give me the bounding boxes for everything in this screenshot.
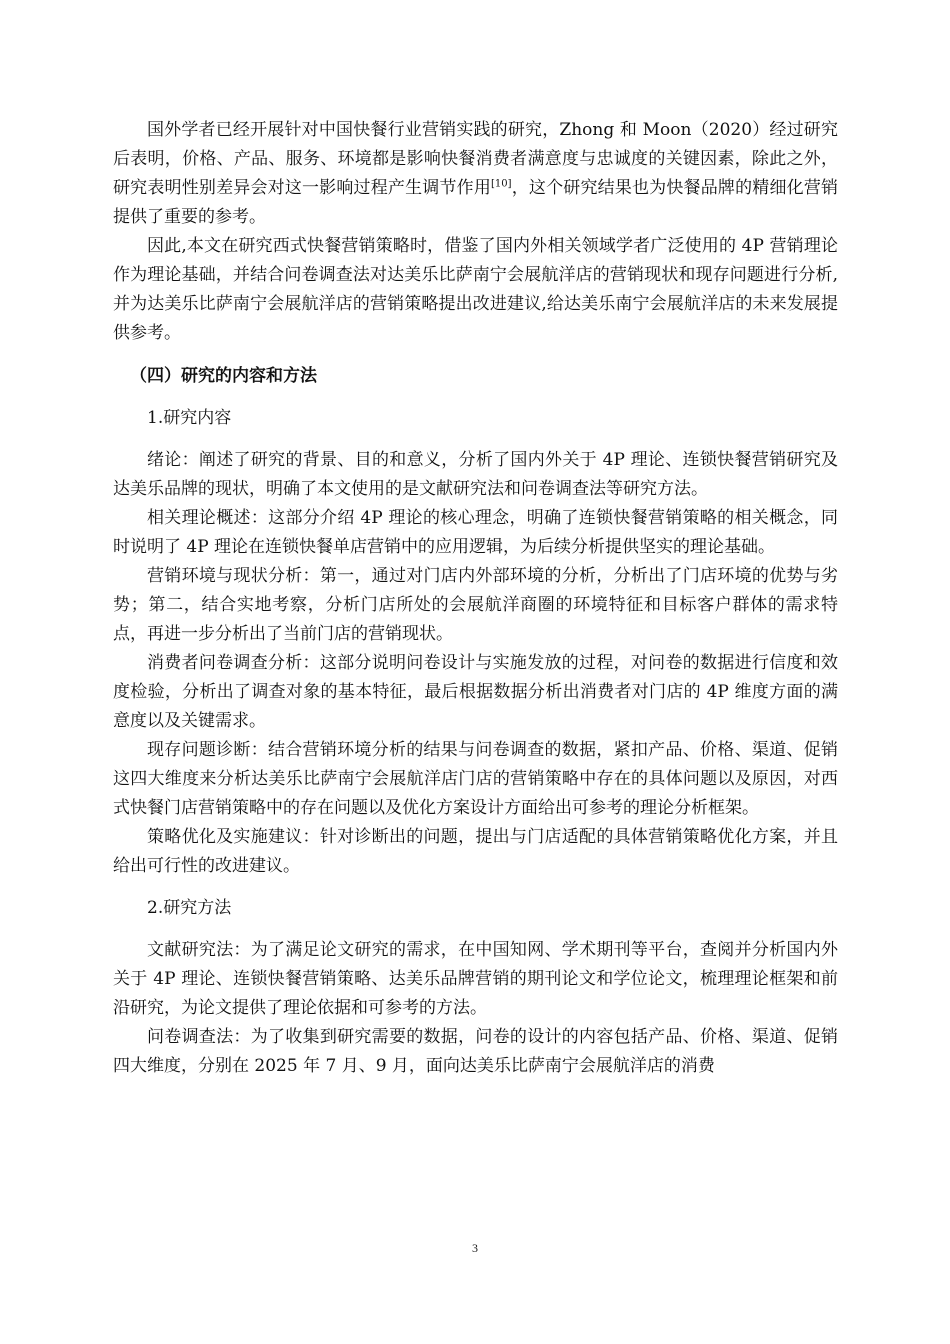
page-number: 3: [472, 1241, 478, 1255]
page-content: [113, 116, 838, 1081]
section-heading: （四）研究的内容和方法: [130, 366, 317, 386]
subsection-heading-content: 1.研究内容: [147, 408, 232, 428]
subsection-heading-methods: 2.研究方法: [147, 898, 232, 918]
citation-marker: [10]: [491, 178, 512, 190]
paragraph-problem-diagnosis: 现存问题诊断：结合营销环境分析的结果与问卷调查的数据，紧扣产品、价格、渠道、促销这四大维度来分析达美乐比萨南宁会展航洋店门店的营销策略中存在的具体问题以及原因，对西式快餐门店营销策略中的存在问题以及优化方案设计方面给出可参考的理论分析框架。: [113, 740, 838, 818]
paragraph-questionnaire-method: 问卷调查法：为了收集到研究需要的数据，问卷的设计的内容包括产品、价格、渠道、促销四大维度，分别在 2025 年 7 月、9 月，面向达美乐比萨南宁会展航洋店的消费: [113, 1027, 838, 1076]
paragraph-theory-overview: 相关理论概述：这部分介绍 4P 理论的核心理念，明确了连锁快餐营销策略的相关概念，同时说明了 4P 理论在连锁快餐单店营销中的应用逻辑，为后续分析提供坚实的理论基础。: [113, 508, 838, 557]
paragraph-text: 国外学者已经开展针对中国快餐行业营销实践的研究，Zhong 和 Moon（2020）经过研究后表明，价格、产品、服务、环境都是影响快餐消费者满意度与忠诚度的关键因素，除此之外，研究表明性别差异会对这一影响过程产生调节作用: [113, 120, 838, 198]
paragraph-research-basis: 因此,本文在研究西式快餐营销策略时，借鉴了国内外相关领域学者广泛使用的 4P 营销理论作为理论基础，并结合问卷调查法对达美乐比萨南宁会展航洋店的营销现状和现存问题进行分析,并为达美乐比萨南宁会展航洋店的营销策略提出改进建议,给达美乐南宁会展航洋店的未来发展提供参考。: [113, 236, 838, 343]
paragraph-tail: ，这个研究结果也为快餐品牌的精细化营销提供了重要的参考。: [113, 178, 839, 227]
paragraph-introduction: 绪论：阐述了研究的背景、目的和意义，分析了国内外关于 4P 理论、连锁快餐营销研究及达美乐品牌的现状，明确了本文使用的是文献研究法和问卷调查法等研究方法。: [113, 450, 838, 499]
paragraph-foreign-research: [113, 116, 838, 232]
paragraph-environment-analysis: 营销环境与现状分析：第一，通过对门店内外部环境的分析，分析出了门店环境的优势与劣势；第二，结合实地考察，分析门店所处的会展航洋商圈的环境特征和目标客户群体的需求特点，再进一步分析出了当前门店的营销现状。: [113, 566, 838, 644]
paragraph-survey-analysis: 消费者问卷调查分析：这部分说明问卷设计与实施发放的过程，对问卷的数据进行信度和效度检验，分析出了调查对象的基本特征，最后根据数据分析出消费者对门店的 4P 维度方面的满意度以及关键需求。: [113, 653, 838, 731]
paragraph-literature-method: 文献研究法：为了满足论文研究的需求，在中国知网、学术期刊等平台，查阅并分析国内外关于 4P 理论、连锁快餐营销策略、达美乐品牌营销的期刊论文和学位论文，梳理理论框架和前沿研究，为论文提供了理论依据和可参考的方法。: [113, 940, 838, 1018]
paragraph-strategy-suggestions: 策略优化及实施建议：针对诊断出的问题，提出与门店适配的具体营销策略优化方案，并且给出可行性的改进建议。: [113, 827, 838, 876]
